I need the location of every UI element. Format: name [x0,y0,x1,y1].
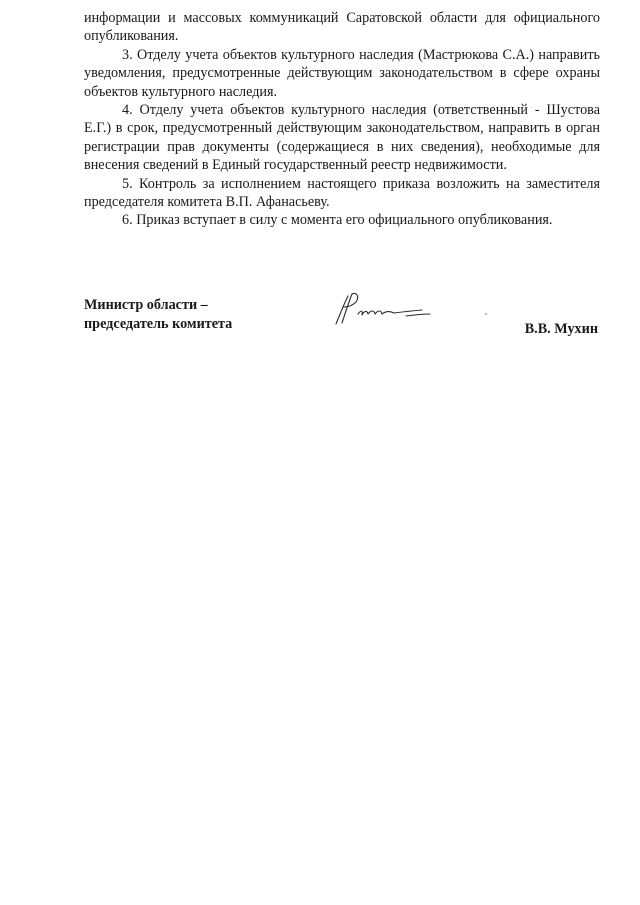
paragraph-item-6: 6. Приказ вступает в силу с момента его официального опубликования. [122,212,553,229]
signatory-title-line-1: Министр области – [84,297,208,313]
signatory-title [84,296,232,334]
signatory-title-line-2: председатель комитета [84,316,233,332]
paragraph-continuation: информации и массовых коммуникаций Саратовской области для официального опубликования. [84,10,600,45]
document-body [84,9,600,230]
signature-block [84,296,600,346]
paragraph-item-4: 4. Отделу учета объектов культурного наследия (ответственный - Шустова Е.Г.) в срок, предусмотренный действующим законодательством, направить в орган регистрации прав документы (содержащиеся в них сведения), необходимые для внесения сведений в Единый государственный реестр недвижимости. [84,102,600,174]
signatory-name: В.В. Мухин [524,321,598,337]
paragraph-item-3: 3. Отделу учета объектов культурного наследия (Мастрюкова С.А.) направить уведомления, предусмотренные действующим законодательством в сфере охраны объектов культурного наследия. [84,46,600,100]
handwritten-signature [330,290,500,330]
paragraph-item-5: 5. Контроль за исполнением настоящего приказа возложить на заместителя председателя комитета В.П. Афанасьеву. [84,175,600,211]
